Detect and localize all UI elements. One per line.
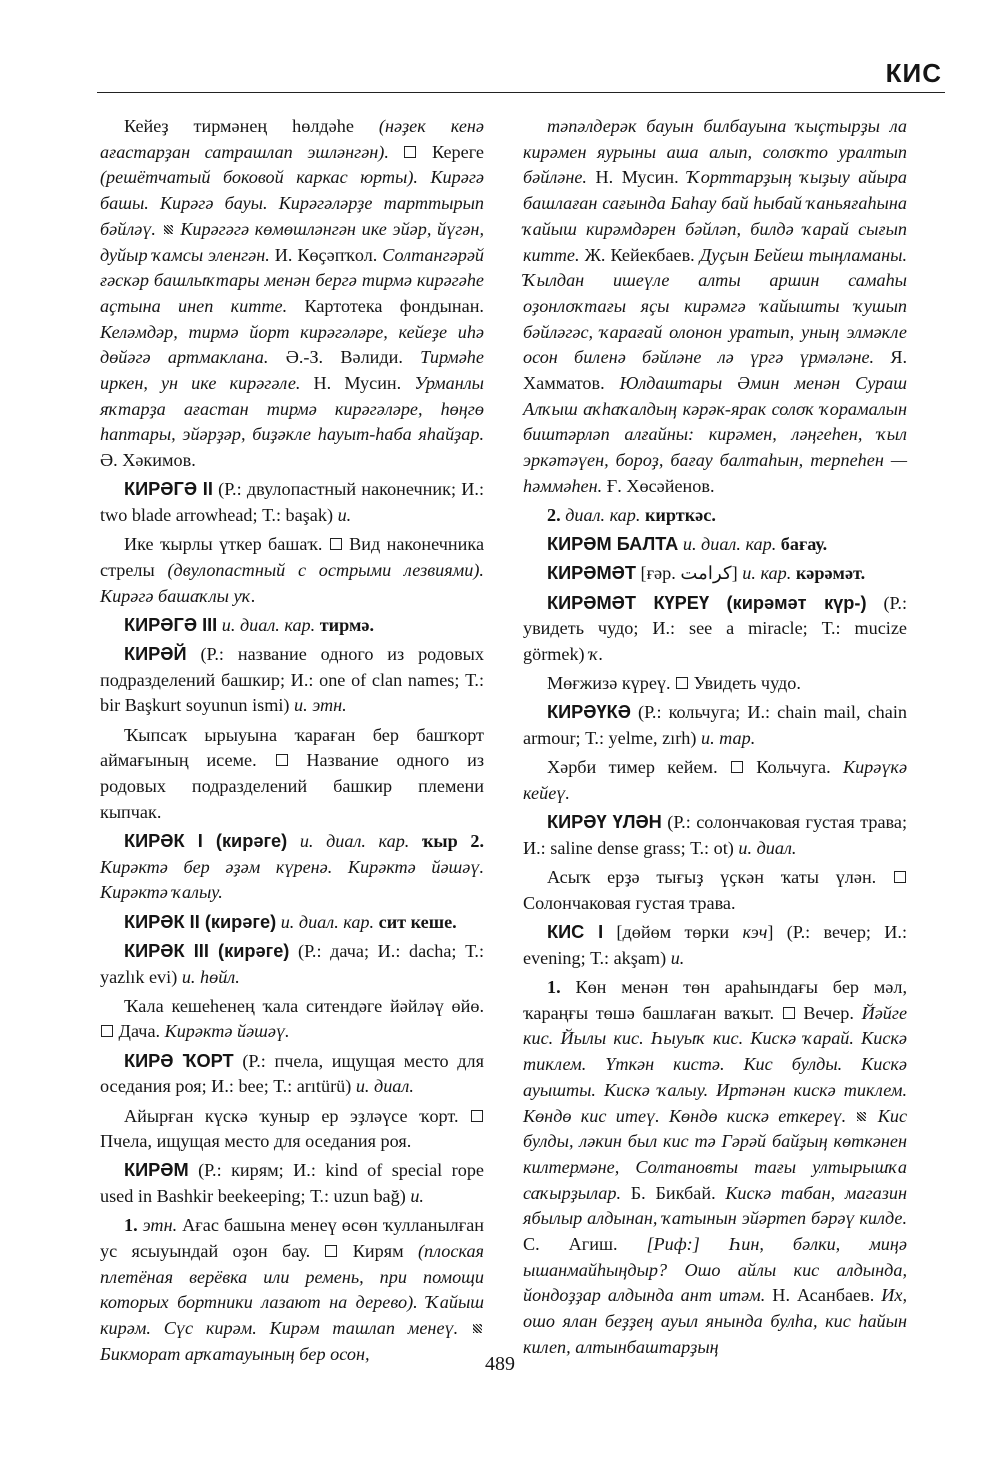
text-run: Кольчуга. — [756, 757, 843, 778]
right-paragraph — [523, 561, 907, 587]
left-paragraph — [100, 1158, 484, 1209]
hatched-square-icon — [857, 1112, 866, 1121]
italic-text: Кис булды, ләкин был кис тә Гәрәй байҙың көткәнен килтермәне, Солтановты тағы ултырышҡа саҡырҙылар. — [523, 1105, 908, 1203]
text-run: Солончаковая густая трава. — [523, 892, 736, 913]
text-run: И. Көҫәпҡол. — [269, 244, 383, 265]
italic-text: Ҡорттарҙың ҡыҙыу айыра башлаған сағында Баһау бай һыбай ҡаньяғаһына ҡайыш кирәмдәрен бәйләп, билдә ҡарай сығып китте. — [523, 167, 907, 265]
text-run: Ҡала кешеһенең ҡала ситендәге йәйләү өйө. — [124, 995, 484, 1016]
text-run: Пчела, ищущая место для оседания роя. — [100, 1131, 412, 1152]
headword: КИРӘҮКӘ — [547, 702, 631, 723]
headword: КИРӘГӘ II — [124, 479, 213, 500]
headword: КИРӘМӘТ КҮРЕҮ (кирәмәт күр-) — [547, 592, 867, 613]
headword: КИРӘМ БАЛТА — [547, 534, 679, 555]
headword: КИРӘК III (кирәге) — [124, 940, 290, 961]
left-paragraph — [100, 642, 484, 719]
italic-text: и. — [670, 947, 685, 968]
headword: КИРӘМӘТ — [547, 563, 636, 584]
italic-text: тәпәлдерәк бауын билбауына ҡыҫтырҙы ла кирәмен яурыны аша алып, солоҡто уралтып бәйләне. — [523, 116, 907, 188]
text-run: Кейеҙ тирмәнең һөлдәһе — [124, 116, 379, 136]
italic-text: Келәмдәр, тирмә йорт кирәгәләре, кейеҙе иһә дөйәгә артмаклана. — [100, 321, 484, 368]
headword: КИРӘ ҠОРТ — [124, 1050, 234, 1071]
text-run: (Р.: солончаковая густая трава; И.: saline dense grass; Т.: ot) — [523, 812, 907, 858]
bold-text: сит кеше. — [378, 911, 457, 932]
italic-text: этн. — [137, 1215, 178, 1236]
open-square-icon — [731, 761, 743, 773]
italic-text: Урманлы яҡтарҙа ағастан тирмә кирәгәләре, һөңгө һаптары, эйәрҙәр, биҙәкле һауыт-һаба яһайҙар. — [100, 373, 484, 445]
text-run: [ғәр. كرامت] — [635, 563, 743, 584]
text-run: (Р.: кирям; И.: kind of special rope used in Bashkir beekeeping; Т.: uzun bağ) — [100, 1160, 484, 1207]
italic-text: Их, ошо ялан беҙҙең ауыл янында булһа, кис һайын килеп, алтынбаштарҙың — [523, 1285, 907, 1357]
text-run: Н. Асанбаев. — [765, 1285, 882, 1306]
italic-text: (решётчатый боковой каркас юрты). Кирәгә башы. Кирәгә бауы. Кирәгәләрҙе тарттырып бәйләү. — [100, 167, 484, 239]
headword: КИРӘК I (кирәге) — [124, 830, 288, 851]
open-square-icon — [276, 754, 288, 766]
italic-text: кэч — [742, 922, 768, 943]
text-run: Я. Хамматов. — [523, 347, 907, 394]
text-run: (Р.: дача; И.: dacha; Т.: yazlık evi) — [100, 940, 485, 987]
headword: КИРӘК II (кирәге) — [124, 911, 277, 932]
text-run: Асыҡ ерҙә тығыҙ үҫкән ҡаты үлән. — [547, 867, 877, 888]
italic-text: Юлдаштары Әмин менән Сураш Алҡыш аҡһаҡалдың кәрәк-ярак солоҡ ҡорамалын биштәрләп алғайны: кирәмен, ләңгеһен, ҡыл эркәтәүен, бороҙ, бағау балтаһын, терпеһен — һәммәһен. — [523, 373, 907, 496]
italic-text: Кирәүкә кейеү. — [523, 757, 908, 804]
open-square-icon — [325, 1245, 337, 1257]
text-run: (Р.: увидеть чудо; И.: see a miracle; Т.: mucize görmek) — [523, 592, 907, 665]
left-paragraph — [100, 613, 484, 639]
left-paragraph — [100, 114, 484, 474]
header-rule — [97, 92, 945, 93]
bold-text: кирткәс. — [644, 505, 716, 526]
headword: КИРӘЙ — [124, 644, 187, 665]
headword: КИРӘМ — [124, 1160, 189, 1181]
italic-text: и. диал. — [738, 837, 797, 858]
right-paragraph — [523, 591, 907, 668]
headword: КИРӘҮ ҮЛӘН — [547, 812, 662, 833]
italic-text: и. диал. кар. — [678, 534, 781, 555]
text-run: (Р.: двулопастный наконечник; И.: two blade arrowhead; Т.: başak) — [100, 479, 485, 526]
italic-text: Йәйге кис. Йылы кис. Һыуыҡ кис. Кискә ҡарай. Кискә тиклем. Үткән кистә. Кис булды. Кискә ауышты. Кискә ҡалыу. Иртәнән кискә тиклем. Көндө кис итеү. Көндө кискә еткереү. — [523, 1002, 908, 1126]
text-run: С. Агиш. — [523, 1234, 647, 1255]
text-run: Б. Бикбай. — [621, 1182, 726, 1203]
text-run: Н. Мусин. — [586, 167, 688, 188]
italic-text: и. тар. — [700, 728, 756, 749]
italic-text: и. диал. кар. — [276, 911, 379, 932]
left-paragraph — [100, 829, 484, 906]
right-paragraph — [523, 975, 907, 1361]
open-square-icon — [404, 146, 416, 158]
left-paragraph — [100, 723, 484, 826]
text-run: (Р.: кольчуга; И.: chain mail, chain armour; Т.: yelme, zırh) — [523, 702, 907, 749]
left-paragraph — [100, 910, 484, 936]
italic-text: Кискә табан, магазин ябылыр алдынан, ҡатынын эйәртеп бәрәү килде. — [523, 1182, 907, 1229]
italic-text: и. һөйл. — [181, 966, 240, 987]
italic-text: диал. кар. — [560, 505, 645, 526]
open-square-icon — [101, 1025, 113, 1037]
open-square-icon — [676, 677, 688, 689]
headword: КИС I — [547, 922, 604, 943]
text-run: Название одного из родовых подразделений башкир племени кыпчак. — [100, 750, 485, 822]
italic-text: и. этн. — [294, 695, 347, 716]
right-paragraph — [523, 532, 907, 558]
right-paragraph — [523, 810, 907, 861]
text-run: Мөғжизә күреү. — [547, 673, 671, 694]
text-run: Вид наконечника стрелы — [100, 534, 485, 580]
right-paragraph — [523, 671, 907, 697]
text-run: Увидеть чудо. — [693, 673, 801, 694]
text-run: Ә. Хәкимов. — [100, 450, 196, 471]
italic-text: Дуҫын Бейеш тыңламаны. Ҡылдан ишеүле алты аршин самаһы оҙонлоҡтағы яҫы кирәмгә ҡайышты ҡушып бәйләгәс, ҡарағай олонон уратып, уның элмәкле осон биленә бәйләне лә үргә үрмәләне. — [523, 244, 908, 368]
open-square-icon — [783, 1007, 795, 1019]
italic-text: и. — [410, 1186, 424, 1207]
bold-text: 1. — [124, 1215, 138, 1236]
text-run: [дөйөм төрки — [603, 922, 743, 943]
text-run: Дача. — [118, 1021, 165, 1042]
italic-text: (плоская плетёная верёвка или ремень, при помощи которых бортники лазают на дерево). Ҡайыш кирәм. Сүс кирәм. Кирәм ташлап менеү. — [100, 1241, 485, 1339]
text-run: Көн менән төн араһындағы бер мәл, ҡараңғы төшә башлаған ваҡыт. — [523, 977, 907, 1023]
right-paragraph — [523, 114, 907, 500]
left-paragraph — [100, 1049, 484, 1100]
right-paragraph — [523, 503, 907, 529]
text-run: Кереге — [432, 141, 484, 162]
text-run: Айырған күскә ҡуныр ер эҙләүсе ҡорт. — [124, 1105, 459, 1126]
text-run: (Р.: название одного из родовых подразделений башкир; И.: one of clan names; Т.: bir Başkurt soyunun ismi) — [100, 644, 484, 716]
bold-text: ҡыр 2. — [421, 830, 485, 851]
italic-text: Кирәгәгә көмөшләнгән ике эйәр, йүгән, дуйыр ҡамсы эленгән. — [100, 218, 484, 265]
left-paragraph — [100, 532, 484, 609]
open-square-icon — [330, 538, 342, 550]
right-paragraph — [523, 755, 907, 806]
right-paragraph — [523, 865, 907, 916]
right-column — [523, 114, 907, 1364]
italic-text: Кирәктә йәшәү. — [164, 1021, 290, 1042]
headword: КИРӘГӘ III — [124, 614, 218, 635]
left-paragraph — [100, 1213, 484, 1367]
left-paragraph — [100, 994, 484, 1045]
text-run: (Р.: пчела, ищущая место для оседания роя; И.: bee; Т.: arıtürü) — [100, 1050, 484, 1097]
text-run: Ике ҡырлы үткер башаҡ. — [124, 534, 323, 555]
bold-text: кәрәмәт. — [795, 563, 866, 584]
italic-text: (нәҙек кенә ағастарҙан сатрашлап эшләнгән). — [100, 116, 484, 162]
text-run: Кирям — [352, 1241, 418, 1262]
italic-text: и. диал. кар. — [217, 614, 320, 635]
bold-text: бағау. — [780, 534, 828, 555]
hatched-square-icon — [164, 225, 173, 234]
text-run: Вечер. — [803, 1002, 862, 1023]
italic-text: и. диал. — [355, 1076, 414, 1097]
text-run: Картотека фондынан. — [287, 295, 484, 316]
text-run: Ҡыпсаҡ ырыуына ҡараған бер башҡорт аймағының исеме. — [100, 724, 484, 771]
italic-text: Тирмәһе иркен, ун ике кирәгәле. — [100, 347, 484, 394]
italic-text: и. диал. кар. — [287, 830, 422, 851]
bold-text: 1. — [547, 977, 561, 997]
left-paragraph — [100, 1104, 484, 1155]
text-run: Н. Мусин. — [300, 373, 415, 394]
italic-text: [Риф:] Һин, бәлки, миңә ышанмайһыңдыр? Ошо айлы кис алдында, йондоҙҙар алдында ант итәм. — [523, 1234, 907, 1306]
text-run: Хәрби тимер кейем. — [547, 757, 718, 778]
bold-text: 2. — [547, 505, 561, 526]
text-run: Ағас башына менеү өсөн ҡулланылған ус ясыуындай оҙон бау. — [100, 1215, 485, 1262]
italic-text: и. — [337, 505, 352, 526]
italic-text: Солтангәрәй ғәскәр башлыҡтары менән бергә тирмә кирәгәһе аҫтына инеп китте. — [100, 244, 484, 316]
text-run: ] (Р.: вечер; И.: evening; Т.: akşam) — [523, 922, 907, 968]
running-head: КИС — [885, 58, 942, 88]
left-paragraph — [100, 939, 484, 990]
left-column — [100, 114, 484, 1371]
open-square-icon — [471, 1110, 483, 1122]
open-square-icon — [894, 871, 906, 883]
italic-text: ҡ. — [589, 644, 604, 665]
text-run: Ә.-З. Вәлиди. — [268, 347, 421, 368]
right-paragraph — [523, 920, 907, 971]
italic-text: (двулопастный с острыми лезвиями). Кирәгә башаҡлы уҡ. — [100, 559, 484, 606]
right-paragraph — [523, 700, 907, 751]
bold-text: тирмә. — [319, 614, 374, 635]
hatched-square-icon — [473, 1324, 482, 1333]
left-paragraph — [100, 477, 484, 528]
italic-text: Кирәктә бер әҙәм күренә. Кирәктә йәшәү. Кирәктә ҡалыу. — [100, 856, 484, 903]
page-number: 489 — [485, 1353, 515, 1375]
text-run: Ғ. Хөсәйенов. — [602, 475, 715, 496]
italic-text: Бикморат арҡатауының бер осон, — [100, 1343, 370, 1364]
text-run: Ж. Кейекбаев. — [579, 244, 700, 265]
italic-text: и. кар. — [742, 563, 796, 584]
